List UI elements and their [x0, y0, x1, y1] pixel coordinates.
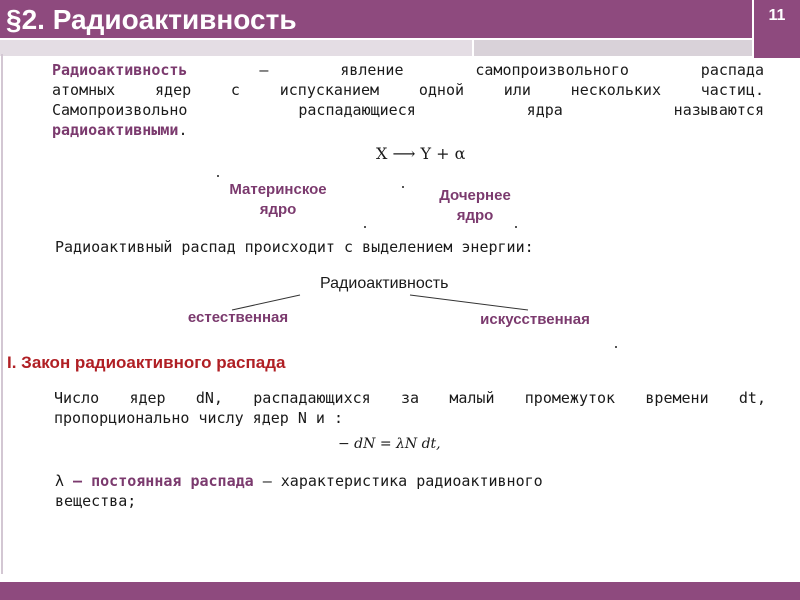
- definition-line-4-rest: .: [178, 121, 188, 139]
- tree-root-label: Радиоактивность: [320, 275, 449, 292]
- artificial-radioactivity-label: искусственная: [480, 311, 590, 328]
- lambda-line-2: вещества;: [55, 492, 137, 510]
- definition-line-2: атомных ядер с испусканием одной или нескольких частиц.: [52, 81, 764, 99]
- natural-radioactivity-label: естественная: [187, 309, 289, 326]
- definition-line-1-rest: – явление самопроизвольного распада: [187, 61, 764, 79]
- law-formula: − dN = λN dt,: [338, 436, 441, 452]
- decor-dot: [515, 226, 517, 228]
- law-line-2: пропорционально числу ядер N и :: [54, 409, 343, 427]
- decay-formula: X ⟶ Y + α: [376, 144, 466, 163]
- mother-nucleus-label: Материнское ядро: [229, 181, 327, 218]
- decor-dot: [217, 175, 219, 177]
- lambda-rest: – характеристика радиоактивного: [253, 472, 543, 490]
- law-line-1: Число ядер dN, распадающихся за малый промежуток времени dt,: [54, 389, 766, 407]
- slide-number: 11: [752, 0, 800, 58]
- decor-dot: [615, 346, 617, 348]
- lambda-definition: [55, 471, 755, 511]
- term-radioactivity: Радиоактивность: [52, 61, 188, 79]
- law-heading: I. Закон радиоактивного распада: [7, 353, 286, 372]
- slide-title: §2. Радиоактивность: [6, 4, 297, 35]
- footer-bar: [0, 582, 800, 600]
- lambda-symbol: λ: [55, 472, 65, 490]
- decor-dot: [402, 186, 404, 188]
- energy-statement: Радиоактивный распад происходит с выделением энергии:: [55, 238, 534, 256]
- daughter-nucleus-label: Дочернее ядро: [439, 187, 511, 224]
- decor-dot: [364, 226, 366, 228]
- term-radioactive: радиоактивными: [52, 121, 179, 139]
- law-statement: [54, 388, 766, 428]
- connector-root-artificial: [410, 295, 528, 310]
- lambda-term: – постоянная распада: [64, 472, 254, 490]
- definition-line-3: Самопроизвольно распадающиеся ядра называются: [52, 101, 764, 119]
